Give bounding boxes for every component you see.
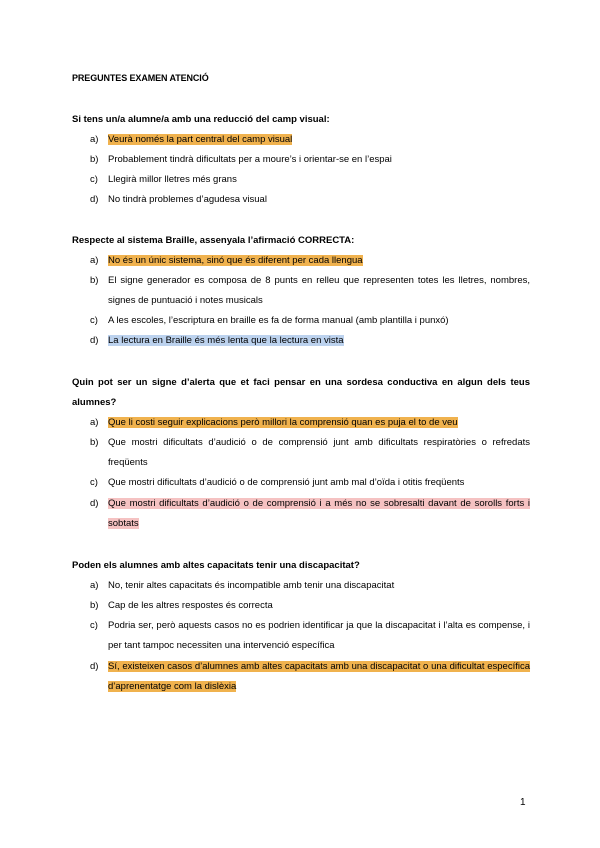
q2-option-b[interactable]: [90, 271, 530, 311]
option-text: Que li costi seguir explicacions però millori la comprensió quan es puja el to de veu: [108, 417, 458, 428]
option-letter: c): [90, 315, 98, 326]
q4-option-a[interactable]: [90, 576, 530, 596]
option-letter: c): [90, 477, 98, 488]
option-letter: a): [90, 134, 99, 145]
option-text: La lectura en Braille és més lenta que la lectura en vista: [108, 335, 344, 346]
option-letter: c): [90, 620, 98, 631]
q3-option-a[interactable]: [90, 413, 530, 433]
option-letter: d): [90, 498, 99, 509]
option-text: Llegirà millor lletres més grans: [108, 174, 237, 185]
option-letter: a): [90, 580, 99, 591]
option-text: No és un únic sistema, sinó que és diferent per cada llengua: [108, 255, 363, 266]
q1-option-b[interactable]: [90, 150, 530, 170]
option-text: Que mostri dificultats d’audició o de comprensió junt amb dificultats respiratòries o refredats freqüents: [108, 437, 530, 468]
q2-option-c[interactable]: [90, 311, 530, 331]
option-text: Que mostri dificultats d’audició o de comprensió i a més no se sobresalti davant de sorolls forts i sobtats: [108, 498, 530, 529]
option-text: No tindrà problemes d’agudesa visual: [108, 194, 267, 205]
q2-option-d[interactable]: [90, 331, 530, 351]
question-3: Quin pot ser un signe d’alerta que et faci pensar en una sordesa conductiva en algun dels teus alumnes?: [72, 377, 530, 408]
q3-option-c[interactable]: [90, 473, 530, 493]
option-letter: b): [90, 154, 99, 165]
option-letter: b): [90, 275, 99, 286]
option-letter: b): [90, 437, 99, 448]
option-letter: b): [90, 600, 99, 611]
option-text: El signe generador es composa de 8 punts en relleu que representen totes les lletres, nombres, signes de puntuació i notes musicals: [108, 275, 530, 306]
q3-option-d[interactable]: [90, 494, 530, 534]
q4-option-b[interactable]: [90, 596, 530, 616]
q1-option-d[interactable]: [90, 190, 530, 210]
q1-option-c[interactable]: [90, 170, 530, 190]
option-text: Cap de les altres respostes és correcta: [108, 600, 273, 611]
option-letter: a): [90, 417, 99, 428]
page-number: 1: [520, 797, 526, 808]
q4-option-c[interactable]: [90, 616, 530, 656]
option-letter: c): [90, 174, 98, 185]
option-text: Podria ser, però aquests casos no es podrien identificar ja que la discapacitat i l’alta es compense, i per tant tampoc necessiten una intervenció específica: [108, 620, 530, 651]
page-title: PREGUNTES EXAMEN ATENCIÓ: [72, 73, 209, 83]
question-1: Si tens un/a alumne/a amb una reducció del camp visual:: [72, 114, 330, 125]
option-letter: d): [90, 335, 99, 346]
option-text: Probablement tindrà dificultats per a moure’s i orientar-se en l’espai: [108, 154, 392, 165]
option-letter: a): [90, 255, 99, 266]
option-letter: d): [90, 661, 99, 672]
q1-option-a[interactable]: [90, 130, 530, 150]
option-text: No, tenir altes capacitats és incompatible amb tenir una discapacitat: [108, 580, 395, 591]
q2-option-a[interactable]: [90, 251, 530, 271]
option-text: Sí, existeixen casos d’alumnes amb altes capacitats amb una discapacitat o una dificultat específica d’aprenentatge com la dislèxia: [108, 661, 530, 692]
option-text: Que mostri dificultats d’audició o de comprensió junt amb mal d’oïda i otitis freqüents: [108, 477, 465, 488]
option-text: Veurà només la part central del camp visual: [108, 134, 293, 145]
question-4: Poden els alumnes amb altes capacitats tenir una discapacitat?: [72, 560, 360, 571]
q3-option-b[interactable]: [90, 433, 530, 473]
q4-option-d[interactable]: [90, 657, 530, 697]
option-letter: d): [90, 194, 99, 205]
option-text: A les escoles, l’escriptura en braille es fa de forma manual (amb plantilla i punxó): [108, 315, 449, 326]
question-2: Respecte al sistema Braille, assenyala l’afirmació CORRECTA:: [72, 235, 355, 246]
